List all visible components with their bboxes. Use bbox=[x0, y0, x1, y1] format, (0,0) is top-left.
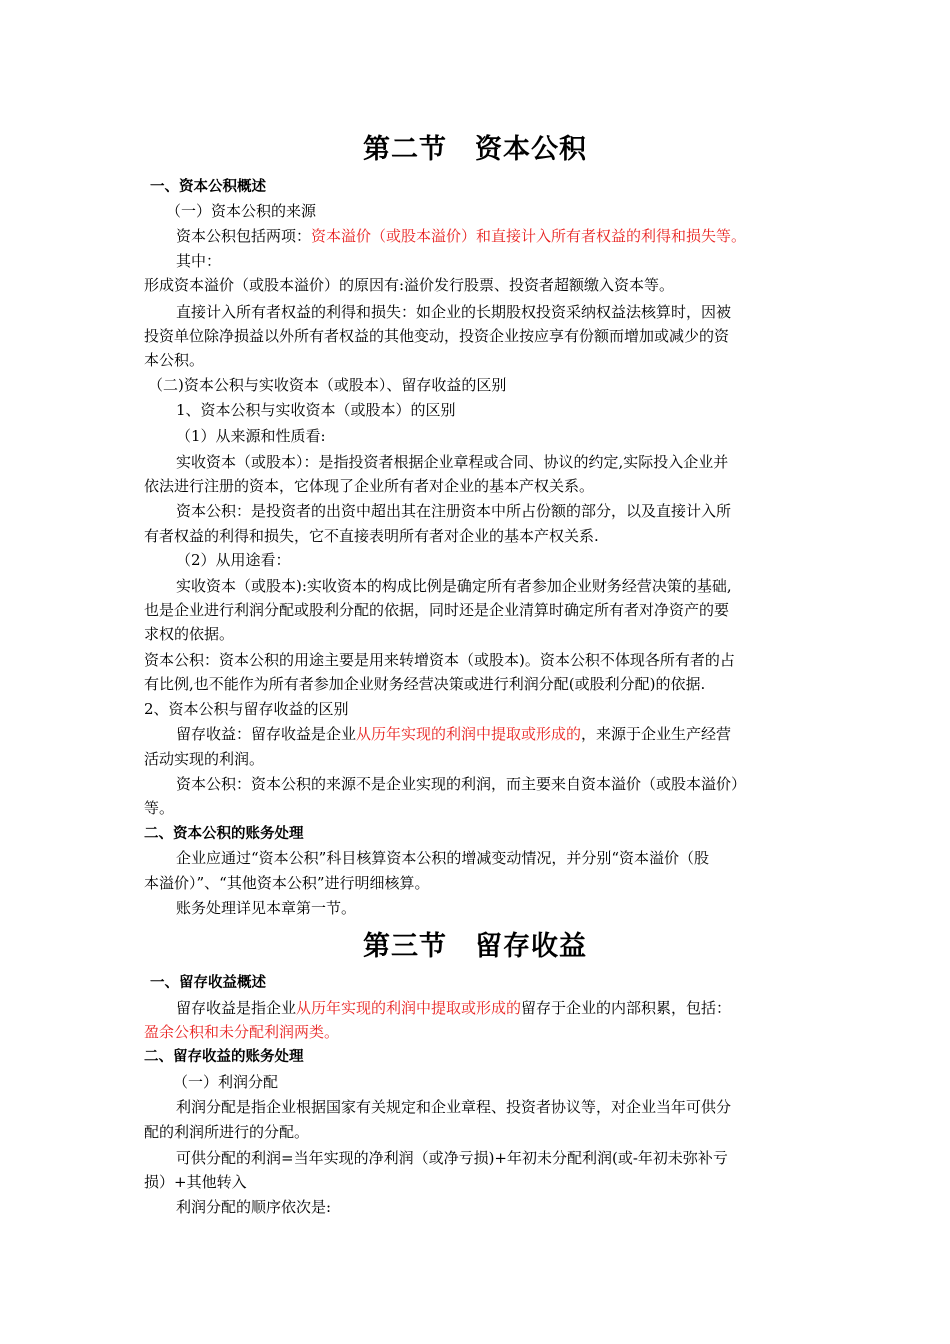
paragraph-retained-earnings: 留存收益：留存收益是企业从历年实现的利润中提取或形成的，来源于企业生产经营 bbox=[176, 725, 732, 743]
subheading-profit-distribution: （一）利润分配 bbox=[173, 1073, 279, 1091]
paragraph-line: 活动实现的利润。 bbox=[144, 750, 265, 768]
paragraph-line: 直接计入所有者权益的利得和损失：如企业的长期股权投资采纳权益法核算时，因被 bbox=[176, 303, 732, 321]
paragraph-line: 实收资本（或股本):实收资本的构成比例是确定所有者参加企业财务经营决策的基础, bbox=[176, 577, 732, 595]
paragraph-line: 也是企业进行利润分配或股利分配的依据，同时还是企业清算时确定所有者对净资产的要 bbox=[144, 601, 730, 619]
highlight-text: 资本溢价（或股本溢价）和直接计入所有者权益的利得和损失等。 bbox=[311, 227, 747, 245]
paragraph-line: 配的利润所进行的分配。 bbox=[144, 1123, 310, 1141]
paragraph-line: 实收资本（或股本）：是指投资者根据企业章程或合同、协议的约定,实际投入企业并 bbox=[176, 453, 729, 471]
paragraph-line: 求权的依据。 bbox=[144, 625, 235, 643]
paragraph-retained-earnings-definition: 留存收益是指企业从历年实现的利润中提取或形成的留存于企业的内部积累，包括： bbox=[176, 999, 732, 1017]
section-title-retained-earnings: 第三节 留存收益 bbox=[363, 931, 587, 962]
paragraph-line: 企业应通过“资本公积”科目核算资本公积的增减变动情况，并分别“资本溢价（股 bbox=[176, 849, 710, 867]
paragraph-line: 资本公积：是投资者的出资中超出其在注册资本中所占份额的部分，以及直接计入所 bbox=[176, 502, 732, 520]
highlight-text: 从历年实现的利润中提取或形成的 bbox=[356, 725, 582, 743]
heading-accounting-treatment: 二、资本公积的账务处理 bbox=[144, 826, 304, 842]
point-source-nature: （1）从来源和性质看: bbox=[176, 427, 326, 445]
paragraph-line: 本公积。 bbox=[144, 351, 205, 369]
heading-retained-earnings-accounting: 二、留存收益的账务处理 bbox=[144, 1049, 304, 1065]
heading-retained-earnings-overview: 一、留存收益概述 bbox=[150, 975, 266, 991]
paragraph-line: 账务处理详见本章第一节。 bbox=[176, 899, 357, 917]
point-usage: （2）从用途看： bbox=[176, 551, 291, 569]
paragraph-line: 损）+其他转入 bbox=[144, 1173, 247, 1191]
paragraph-line: 有者权益的利得和损失，它不直接表明所有者对企业的基本产权关系. bbox=[144, 527, 599, 545]
paragraph-line: 其中： bbox=[176, 252, 222, 270]
subheading-difference-1: 1、资本公积与实收资本（或股本）的区别 bbox=[176, 401, 456, 419]
paragraph-line: 本溢价）”、“其他资本公积”进行明细核算。 bbox=[144, 874, 430, 892]
section-title-capital-reserve: 第二节 资本公积 bbox=[363, 134, 587, 165]
paragraph-line: 资本公积：资本公积的来源不是企业实现的利润，而主要来自资本溢价（或股本溢价） bbox=[176, 775, 747, 793]
paragraph-line: 资本公积：资本公积的用途主要是用来转增资本（或股本)。资本公积不体现各所有者的占 bbox=[144, 651, 735, 669]
paragraph-line: 利润分配是指企业根据国家有关规定和企业章程、投资者协议等，对企业当年可供分 bbox=[176, 1098, 732, 1116]
paragraph-line: 等。 bbox=[144, 799, 175, 817]
highlight-text: 从历年实现的利润中提取或形成的 bbox=[296, 999, 522, 1017]
paragraph-line: 可供分配的利润=当年实现的净利润（或净亏损)+年初未分配利润(或-年初未弥补亏 bbox=[176, 1149, 728, 1167]
heading-capital-reserve-overview: 一、资本公积概述 bbox=[150, 179, 266, 195]
paragraph-line: 投资单位除净损益以外所有者权益的其他变动，投资企业按应享有份额而增加或减少的资 bbox=[144, 327, 730, 345]
subheading-difference: （二)资本公积与实收资本（或股本）、留存收益的区别 bbox=[148, 376, 507, 394]
subheading-difference-2: 2、资本公积与留存收益的区别 bbox=[144, 700, 349, 718]
paragraph-two-items: 资本公积包括两项：资本溢价（或股本溢价）和直接计入所有者权益的利得和损失等。 bbox=[176, 227, 747, 245]
subheading-source: （一）资本公积的来源 bbox=[166, 202, 317, 220]
paragraph-line: 利润分配的顺序依次是: bbox=[176, 1198, 332, 1216]
paragraph-line: 形成资本溢价（或股本溢价）的原因有:溢价发行股票、投资者超额缴入资本等。 bbox=[144, 276, 675, 294]
highlight-line: 盈余公积和未分配利润两类。 bbox=[144, 1023, 340, 1041]
paragraph-line: 依法进行注册的资本，它体现了企业所有者对企业的基本产权关系。 bbox=[144, 477, 595, 495]
paragraph-line: 有比例,也不能作为所有者参加企业财务经营决策或进行利润分配(或股利分配)的依据. bbox=[144, 675, 706, 693]
